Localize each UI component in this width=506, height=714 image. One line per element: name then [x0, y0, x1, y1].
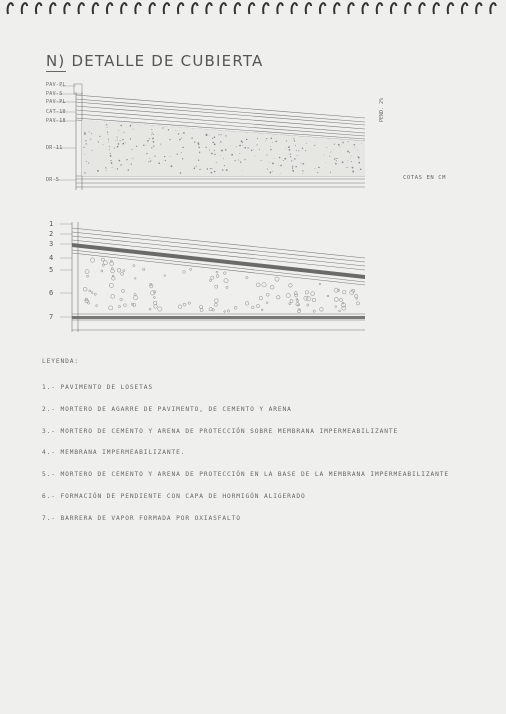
- aggregate: [85, 270, 89, 274]
- legend-item-7: 7.- BARRERA DE VAPOR FORMADA POR OXIASFALTO: [42, 514, 241, 522]
- aggregate: [266, 302, 268, 304]
- aggregate: [89, 290, 91, 292]
- aggregate: [103, 261, 107, 265]
- section-number-6: 6: [49, 289, 54, 297]
- aggregate: [91, 292, 93, 294]
- aggregate: [327, 295, 329, 297]
- aggregate: [335, 306, 337, 308]
- aggregate: [96, 305, 98, 307]
- section-number-2: 2: [49, 230, 54, 238]
- aggregate: [214, 299, 218, 303]
- aggregate: [216, 271, 218, 273]
- section-number-5: 5: [49, 266, 54, 274]
- aggregate: [226, 286, 228, 288]
- top-label-7: DR-5: [46, 177, 60, 183]
- aggregate: [112, 277, 116, 281]
- aggregate: [340, 298, 343, 301]
- aggregate: [122, 289, 125, 292]
- aggregate: [83, 287, 87, 291]
- section-number-7: 7: [49, 313, 54, 321]
- aggregate: [251, 306, 254, 309]
- aggregate: [266, 293, 269, 296]
- aggregate: [307, 297, 311, 301]
- aggregate: [121, 272, 124, 275]
- aggregate: [153, 301, 157, 305]
- legend-item-5: 5.- MORTERO DE CEMENTO Y ARENA DE PROTECCIÓN EN LA BASE DE LA MEMBRANA IMPERMEABILIZANTE: [42, 471, 450, 479]
- legend-item-2: 2.- MORTERO DE AGARRE DE PAVIMENTO, DE CEMENTO Y ARENA: [42, 405, 292, 413]
- aggregate: [261, 309, 263, 311]
- aggregate: [199, 305, 202, 308]
- aggregate: [320, 308, 324, 312]
- aggregate: [305, 291, 308, 294]
- aggregate: [190, 268, 192, 270]
- top-label-3: PAV-PL: [46, 99, 66, 105]
- aggregate: [262, 283, 266, 287]
- aggregate: [313, 310, 315, 312]
- aggregate: [143, 268, 145, 270]
- aggregate: [275, 277, 279, 281]
- aggregate: [224, 279, 228, 283]
- aggregate: [295, 294, 298, 297]
- aggregate: [289, 303, 291, 305]
- aggregate: [117, 268, 121, 272]
- aggregate: [277, 296, 281, 300]
- aggregate: [111, 269, 115, 273]
- cotas-label: COTAS EN CM: [403, 175, 447, 181]
- aggregate: [339, 310, 341, 312]
- aggregate: [178, 305, 182, 309]
- aggregate: [216, 275, 219, 278]
- top-label-2: PAV-S: [46, 91, 63, 97]
- aggregate: [270, 285, 274, 289]
- aggregate: [101, 258, 104, 261]
- aggregate: [234, 306, 237, 309]
- slope-note: PEND. 2%: [379, 97, 385, 122]
- top-label-1: PAV-PL: [46, 82, 66, 88]
- aggregate: [133, 265, 135, 267]
- aggregate: [246, 276, 248, 278]
- aggregate: [307, 304, 309, 306]
- aggregate: [90, 258, 94, 262]
- aggregate: [356, 302, 359, 305]
- aggregate: [94, 293, 96, 295]
- aggregate: [109, 283, 113, 287]
- aggregate: [354, 294, 358, 298]
- aggregate: [158, 307, 162, 311]
- aggregate: [150, 291, 154, 295]
- aggregate: [304, 296, 308, 300]
- aggregate: [101, 270, 103, 272]
- aggregate: [133, 303, 136, 306]
- aggregate: [153, 297, 155, 299]
- aggregate: [154, 305, 158, 309]
- aggregate: [164, 275, 166, 277]
- aggregate: [286, 293, 290, 297]
- aggregate: [319, 283, 321, 285]
- aggregate: [356, 298, 358, 300]
- aggregate: [289, 284, 293, 288]
- section-number-1: 1: [49, 220, 54, 228]
- aggregate: [200, 308, 203, 311]
- legend-item-4: 4.- MEMBRANA IMPERMEABILIZANTE.: [42, 449, 186, 457]
- section-number-3: 3: [49, 240, 54, 248]
- legend-item-1: 1.- PAVIMENTO DE LOSETAS: [42, 384, 154, 391]
- aggregate: [259, 296, 262, 299]
- aggregate: [188, 302, 190, 304]
- aggregate: [183, 303, 186, 306]
- aggregate: [224, 272, 227, 275]
- aggregate: [342, 290, 346, 294]
- aggregate: [134, 296, 138, 300]
- aggregate: [209, 279, 211, 281]
- aggregate: [341, 303, 345, 307]
- aggregate: [214, 303, 217, 306]
- aggregate: [149, 308, 151, 310]
- legend-item-6: 6.- FORMACIÓN DE PENDIENTE CON CAPA DE HORMIGÓN ALIGERADO: [42, 492, 306, 500]
- legend-item-3: 3.- MORTERO DE CEMENTO Y ARENA DE PROTECCIÓN SOBRE MEMBRANA IMPERMEABILIZANTE: [42, 427, 399, 435]
- aggregate: [87, 275, 89, 277]
- aggregate: [120, 298, 123, 301]
- aggregate: [123, 270, 125, 272]
- aggregate: [311, 292, 315, 296]
- top-label-5: PAV-18: [46, 118, 66, 124]
- aggregate: [118, 305, 120, 307]
- aggregate: [183, 271, 186, 274]
- aggregate: [334, 288, 338, 292]
- aggregate: [215, 285, 218, 288]
- top-label-6: DR-11: [46, 145, 63, 151]
- aggregate: [334, 297, 338, 301]
- page-title: N) DETALLE DE CUBIERTA: [46, 52, 264, 70]
- aggregate: [227, 310, 229, 312]
- legend-title: LEYENDA:: [42, 358, 80, 365]
- legend: [42, 358, 492, 537]
- aggregate: [123, 304, 126, 307]
- aggregate: [290, 299, 293, 302]
- aggregate: [245, 302, 249, 306]
- aggregate: [256, 304, 259, 307]
- aggregate: [87, 302, 89, 304]
- top-label-4: CAT-10: [46, 109, 66, 115]
- aggregate: [224, 311, 226, 313]
- aggregate: [211, 276, 214, 279]
- aggregate: [312, 298, 316, 302]
- section-number-4: 4: [49, 254, 54, 262]
- aggregate: [134, 277, 136, 279]
- aggregate: [109, 306, 113, 310]
- aggregate: [111, 294, 115, 298]
- aggregate: [256, 283, 260, 287]
